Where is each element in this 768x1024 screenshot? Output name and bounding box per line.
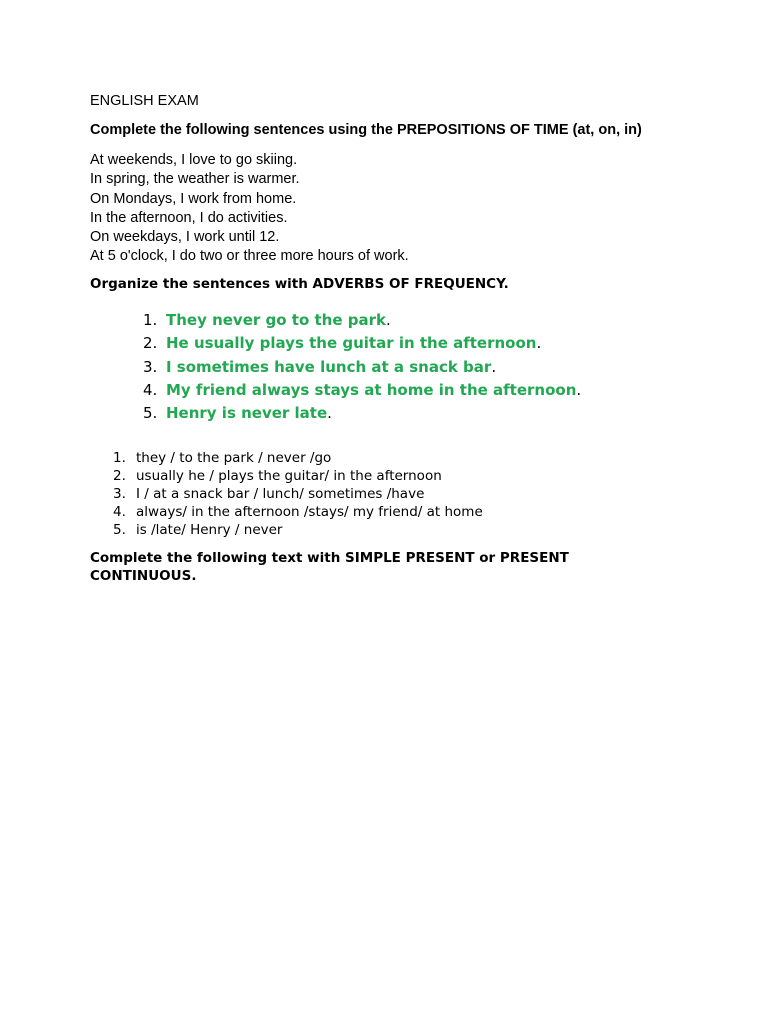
list-number: 4. bbox=[143, 380, 158, 399]
list-number: 4. bbox=[113, 504, 126, 520]
list-number: 5. bbox=[143, 404, 158, 423]
scrambled-text: they / to the park / never /go bbox=[136, 450, 332, 466]
answer-item bbox=[135, 402, 581, 425]
answer-period: . bbox=[327, 404, 332, 423]
answer-text: I sometimes have lunch at a snack bar bbox=[166, 357, 492, 376]
answer-text: Henry is never late bbox=[166, 404, 328, 423]
scrambled-item bbox=[110, 467, 483, 485]
scrambled-text: I / at a snack bar / lunch/ sometimes /have bbox=[136, 486, 425, 502]
prepositions-answers bbox=[90, 151, 409, 267]
list-number: 1. bbox=[113, 450, 126, 466]
scrambled-item bbox=[110, 521, 483, 539]
answer-text: My friend always stays at home in the afternoon bbox=[166, 380, 577, 399]
adverbs-answer-list bbox=[135, 309, 581, 425]
answer-period: . bbox=[576, 380, 582, 399]
preposition-sentence: In the afternoon, I do activities. bbox=[90, 209, 288, 226]
answer-period: . bbox=[536, 334, 542, 353]
preposition-sentence: On Mondays, I work from home. bbox=[90, 190, 297, 207]
scrambled-sentence-list bbox=[110, 449, 483, 539]
list-number: 3. bbox=[143, 357, 158, 376]
preposition-sentence: On weekdays, I work until 12. bbox=[90, 229, 280, 246]
scrambled-item bbox=[110, 449, 483, 467]
scrambled-item bbox=[110, 485, 483, 503]
answer-item bbox=[135, 356, 581, 379]
list-number: 3. bbox=[113, 486, 126, 502]
adverbs-instruction: Organize the sentences with ADVERBS OF FREQUENCY. bbox=[90, 276, 509, 292]
scrambled-item bbox=[110, 503, 483, 521]
exam-title: ENGLISH EXAM bbox=[90, 93, 199, 109]
preposition-sentence: In spring, the weather is warmer. bbox=[90, 171, 300, 188]
answer-text: They never go to the park bbox=[166, 311, 386, 329]
scrambled-text: always/ in the afternoon /stays/ my friend/ at home bbox=[136, 504, 483, 520]
answer-item bbox=[135, 332, 581, 355]
answer-period: . bbox=[491, 357, 497, 376]
list-number: 1. bbox=[143, 311, 158, 329]
list-number: 2. bbox=[143, 334, 158, 353]
preposition-sentence: At 5 o'clock, I do two or three more hours of work. bbox=[90, 248, 409, 265]
answer-item bbox=[135, 379, 581, 402]
list-number: 5. bbox=[113, 522, 126, 538]
tenses-instruction: Complete the following text with SIMPLE PRESENT or PRESENT CONTINUOUS. bbox=[90, 550, 569, 584]
preposition-sentence: At weekends, I love to go skiing. bbox=[90, 152, 298, 168]
prepositions-instruction: Complete the following sentences using the PREPOSITIONS OF TIME (at, on, in) bbox=[90, 122, 642, 138]
scrambled-text: is /late/ Henry / never bbox=[136, 522, 283, 538]
answer-item bbox=[135, 309, 581, 332]
answer-text: He usually plays the guitar in the afternoon bbox=[166, 334, 537, 353]
scrambled-text: usually he / plays the guitar/ in the afternoon bbox=[136, 468, 442, 484]
answer-period: . bbox=[385, 311, 391, 329]
list-number: 2. bbox=[113, 468, 126, 484]
